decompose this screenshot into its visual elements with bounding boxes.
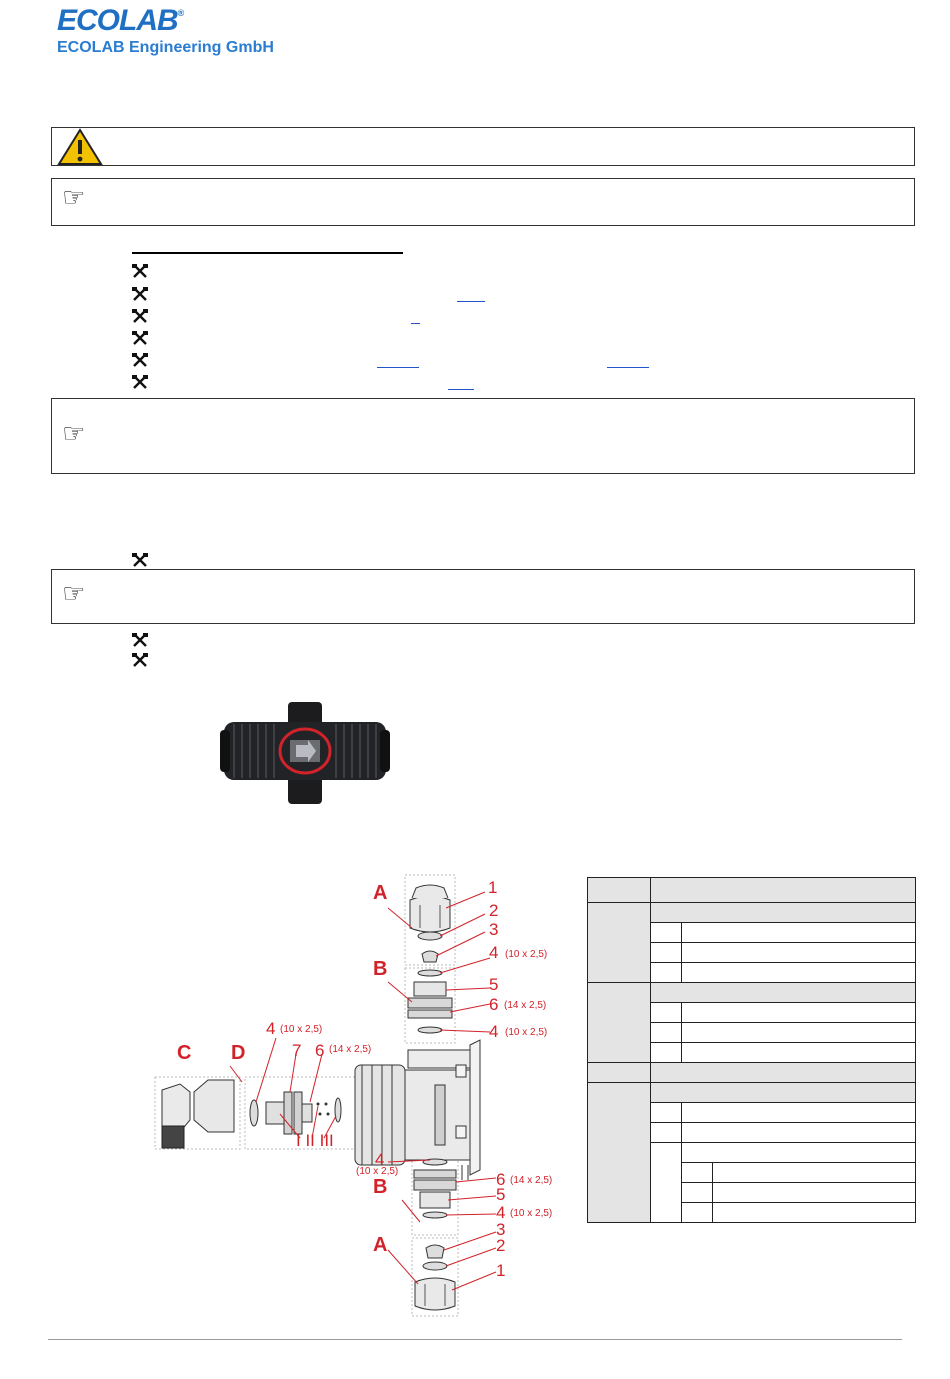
tools-icon	[132, 633, 148, 647]
label-6-size: (14 x 2,5)	[510, 1175, 553, 1186]
label-3: 3	[489, 920, 499, 939]
label-4: 4	[489, 1022, 499, 1041]
tools-icon	[132, 375, 148, 389]
tools-icon	[132, 553, 148, 567]
table-row	[588, 1063, 916, 1083]
label-4-size: (10 x 2,5)	[505, 949, 548, 960]
label-4-size: (10 x 2,5)	[280, 1024, 323, 1035]
label-C: C	[177, 1042, 192, 1064]
cross-reference-link[interactable]	[377, 367, 419, 368]
tools-icon	[132, 653, 148, 667]
label-4: 4	[266, 1019, 276, 1038]
label-A: A	[373, 1234, 388, 1256]
label-B: B	[373, 958, 388, 980]
cross-reference-link[interactable]	[457, 301, 485, 302]
cross-reference-link[interactable]	[607, 367, 649, 368]
label-A: A	[373, 882, 388, 904]
label-6-size: (14 x 2,5)	[329, 1044, 372, 1055]
valve-photo	[220, 700, 390, 806]
tools-icon	[132, 331, 148, 345]
heading-underline	[132, 252, 403, 254]
warning-triangle-icon	[57, 128, 103, 166]
parts-table	[587, 877, 916, 1223]
label-6-size: (14 x 2,5)	[504, 1000, 547, 1011]
label-2: 2	[496, 1236, 506, 1255]
label-6: 6	[496, 1170, 506, 1189]
label-6: 6	[489, 995, 499, 1014]
pointing-hand-icon: ☞	[62, 183, 86, 213]
label-4-size: (10 x 2,5)	[510, 1208, 553, 1219]
label-6: 6	[315, 1041, 325, 1060]
pointing-hand-icon: ☞	[62, 579, 86, 609]
label-7: 7	[292, 1041, 302, 1060]
label-4: 4	[375, 1150, 385, 1169]
label-4: 4	[496, 1203, 506, 1222]
label-D: D	[231, 1042, 246, 1064]
table-row	[588, 903, 916, 923]
warning-box	[51, 127, 915, 166]
pointing-hand-icon: ☞	[62, 419, 86, 449]
label-roman: I II III	[296, 1131, 334, 1150]
tools-icon	[132, 353, 148, 367]
tools-icon	[132, 309, 148, 323]
tools-icon	[132, 287, 148, 301]
label-4-size: (10 x 2,5)	[505, 1027, 548, 1038]
table-row	[588, 983, 916, 1003]
table-row	[588, 1083, 916, 1103]
label-4: 4	[489, 943, 499, 962]
cross-reference-link[interactable]	[448, 389, 474, 390]
label-1: 1	[496, 1261, 506, 1280]
table-row	[588, 878, 916, 903]
label-2: 2	[489, 901, 499, 920]
label-3: 3	[496, 1220, 506, 1239]
company-name: ECOLAB Engineering GmbH	[57, 39, 274, 56]
cross-reference-link[interactable]	[411, 323, 420, 324]
label-1: 1	[488, 878, 498, 897]
note-box	[51, 178, 915, 226]
ecolab-logo: ECOLAB®	[57, 4, 184, 37]
footer-rule	[48, 1339, 902, 1340]
tools-icon	[132, 264, 148, 278]
note-box	[51, 569, 915, 624]
label-5: 5	[489, 975, 499, 994]
label-5: 5	[496, 1185, 506, 1204]
label-4-size: (10 x 2,5)	[356, 1166, 399, 1177]
label-B: B	[373, 1176, 388, 1198]
note-box	[51, 398, 915, 474]
